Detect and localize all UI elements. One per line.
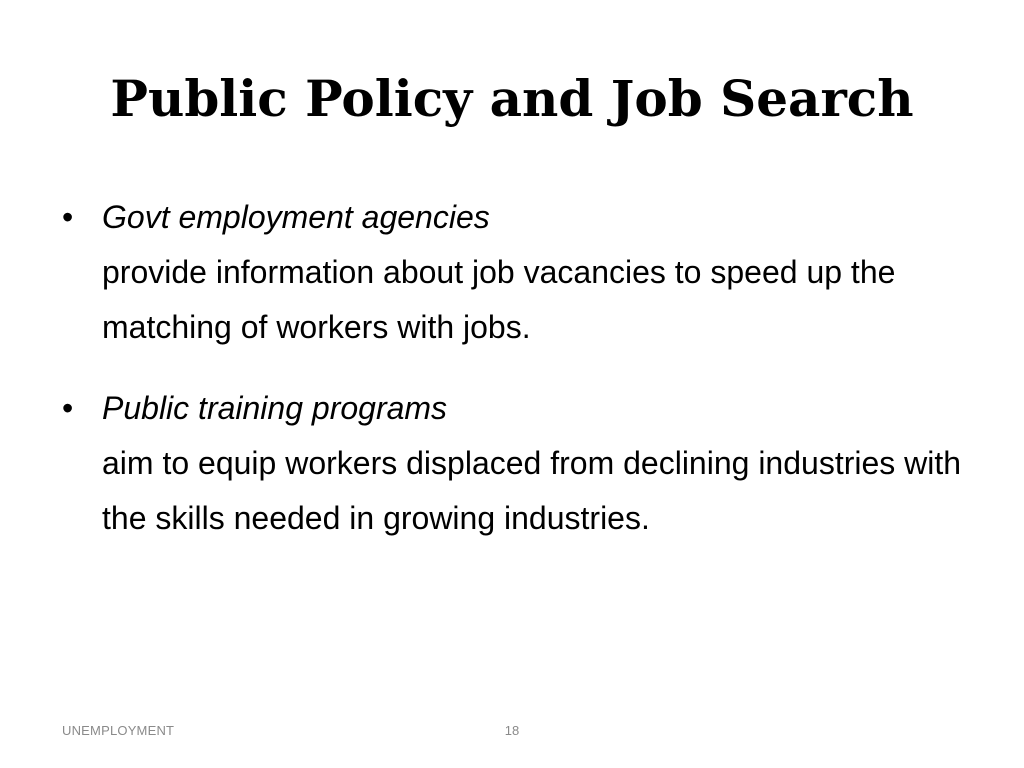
slide-title: Public Policy and Job Search bbox=[110, 69, 914, 128]
bullet-dot-icon: • bbox=[62, 199, 74, 235]
bullet-dot-icon: • bbox=[62, 390, 74, 426]
bullet-item bbox=[60, 190, 980, 355]
bullet-heading: Public training programs bbox=[102, 390, 448, 426]
bullet-text: aim to equip workers displaced from declining industries with the skills needed in growing industries. bbox=[102, 445, 962, 536]
bullet-list bbox=[60, 190, 980, 572]
footer-label: UNEMPLOYMENT bbox=[62, 723, 175, 738]
bullet-text: provide information about job vacancies to speed up the matching of workers with jobs. bbox=[102, 254, 896, 345]
page-number: 18 bbox=[504, 723, 520, 738]
bullet-heading: Govt employment agencies bbox=[102, 199, 490, 235]
bullet-item bbox=[60, 381, 980, 546]
